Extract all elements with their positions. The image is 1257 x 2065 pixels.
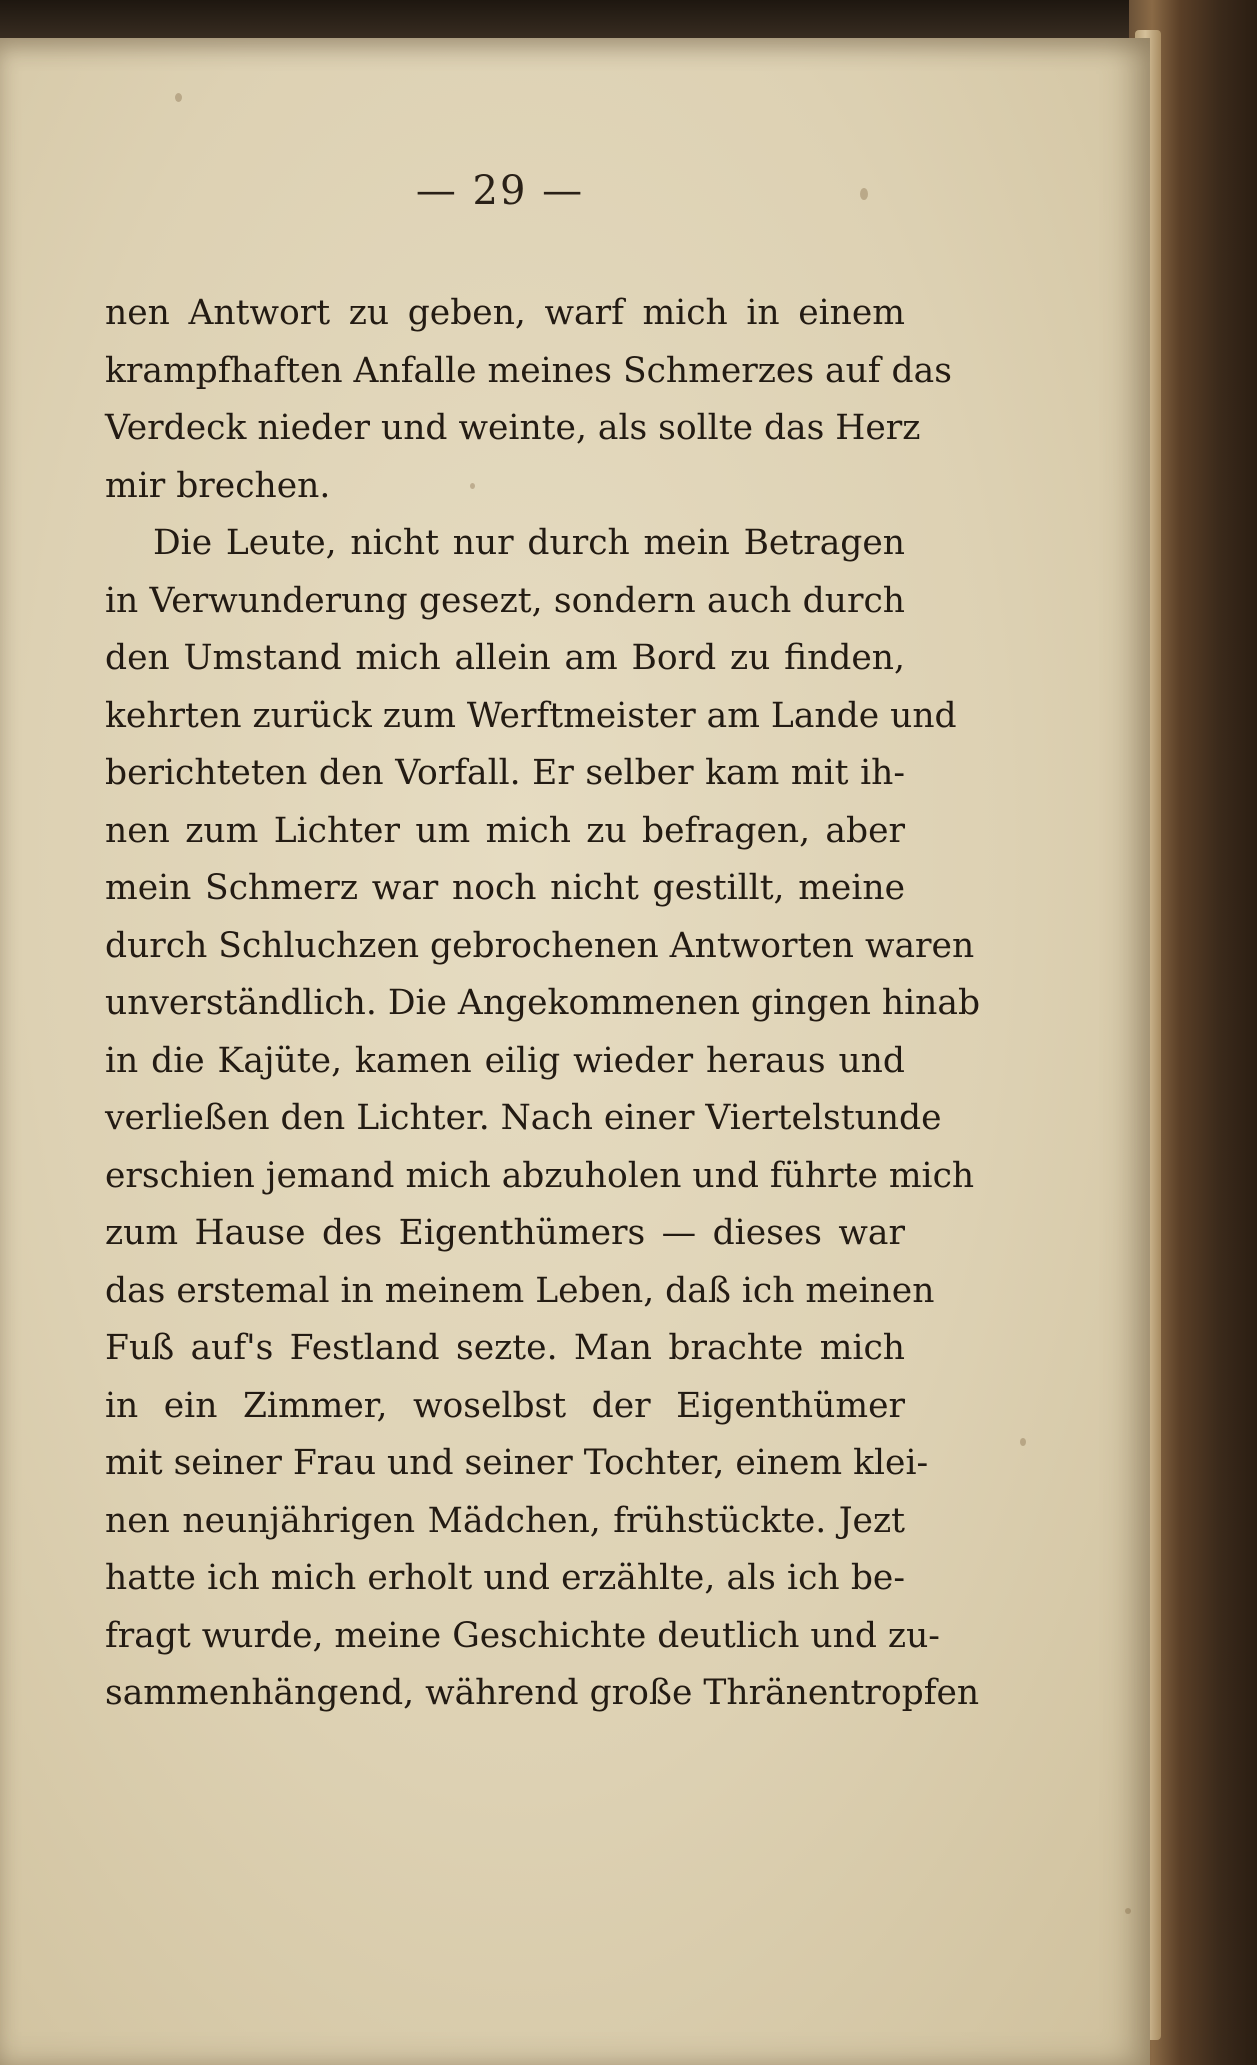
text-line: berichteten den Vorfall. Er selber kam mit ih- [105, 753, 905, 793]
text-line: erschien jemand mich abzuholen und führte mich [105, 1155, 975, 1196]
text-line: mein Schmerz war noch nicht gestillt, meine [105, 868, 905, 908]
paper-speck [1020, 1438, 1026, 1446]
text-line: hatte ich mich erholt und erzählte, als ich be- [105, 1558, 905, 1598]
text-line: Die Leute, nicht nur durch mein Betragen [153, 523, 905, 563]
text-line: in ein Zimmer, woselbst der Eigenthümer [105, 1385, 905, 1426]
text-line: nen neunjährigen Mädchen, frühstückte. Jezt [105, 1500, 905, 1541]
text-line: das erstemal in meinem Leben, daß ich meinen [105, 1270, 935, 1311]
text-line: zum Hause des Eigenthümers — dieses war [105, 1213, 905, 1253]
text-line: verließen den Lichter. Nach einer Viertelstunde [105, 1098, 942, 1138]
text-line: kehrten zurück zum Werftmeister am Lande und [105, 695, 957, 736]
paper-speck [175, 93, 182, 102]
text-line: unverständlich. Die Angekommenen gingen hinab [105, 983, 981, 1023]
text-line: durch Schluchzen gebrochenen Antworten waren [105, 925, 975, 966]
paper-speck [1125, 1908, 1131, 1914]
text-line: in Verwunderung gesezt, sondern auch durch [105, 580, 905, 621]
text-line: Fuß auf's Festland sezte. Man brachte mich [105, 1328, 905, 1368]
scan-top-edge [0, 0, 1257, 42]
page-number: — 29 — [415, 168, 585, 214]
text-line: fragt wurde, meine Geschichte deutlich und zu- [105, 1615, 940, 1656]
text-line: nen Antwort zu geben, warf mich in einem [105, 293, 905, 333]
text-line: in die Kajüte, kamen eilig wieder heraus und [105, 1040, 905, 1081]
text-line: nen zum Lichter um mich zu befragen, aber [105, 810, 905, 851]
text-line: mit seiner Frau und seiner Tochter, einem klei- [105, 1443, 929, 1483]
text-line: den Umstand mich allein am Bord zu finden, [105, 638, 905, 678]
body-text [105, 285, 981, 1723]
text-line: mir brechen. [105, 465, 331, 506]
text-line: krampfhaften Anfalle meines Schmerzes auf das [105, 350, 952, 391]
text-line: sammenhängend, während große Thränentropfen [105, 1673, 980, 1713]
text-line: Verdeck nieder und weinte, als sollte das Herz [105, 408, 921, 448]
